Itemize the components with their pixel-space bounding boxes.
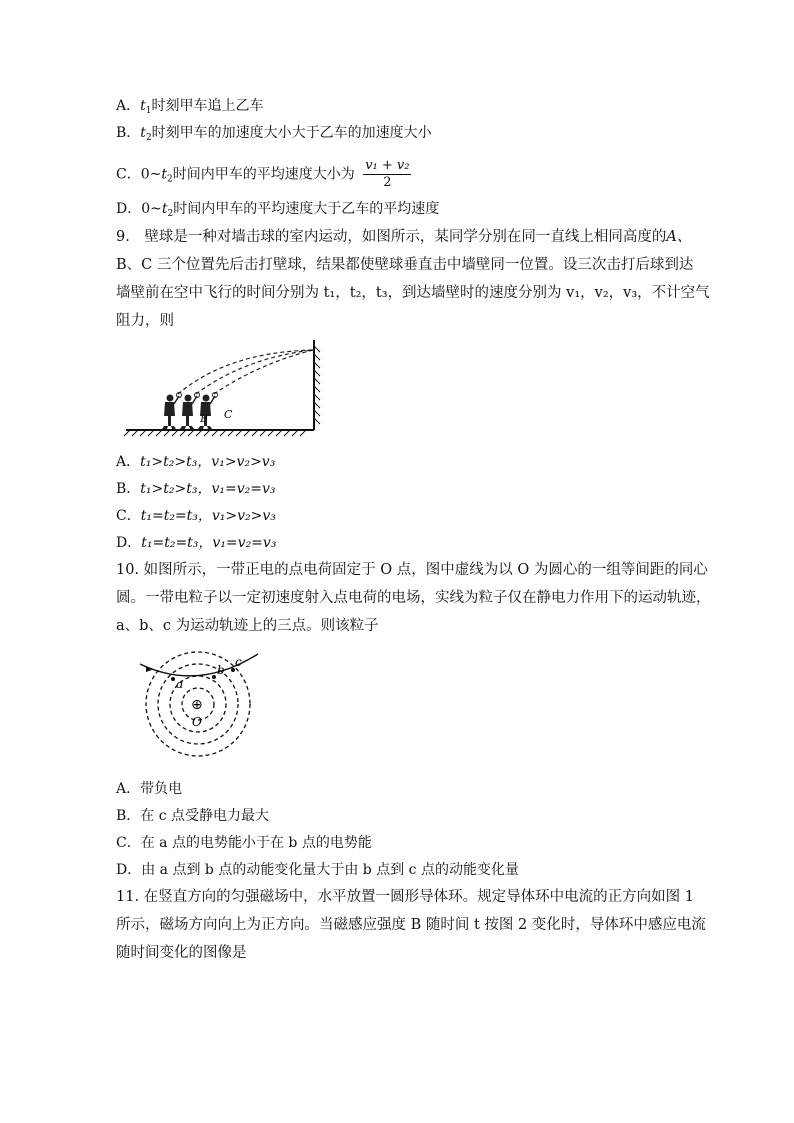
q11-stem-line3: 随时间变化的图像是 [116, 945, 247, 961]
positive-charge-icon: ⊕ [191, 697, 203, 713]
q10-stem-line2: 圆。一带电粒子以一定初速度射入点电荷的电场，实线为粒子仅在静电力作用下的运动轨迹， [116, 590, 711, 606]
squash-figure [118, 336, 328, 440]
label-a: a [176, 677, 184, 691]
trajectory-a [178, 350, 313, 394]
label-a: A [174, 412, 182, 425]
q9-option-d: D．t₁=t₂=t₃，v₁=v₂=v₃ [116, 535, 277, 551]
q8-option-c: C．$0\sim t_2$时间内甲车的平均速度大小为 $\frac{\text{v₁ + v₂}}{2}$ [116, 158, 410, 190]
q9-option-a: A．t₁>t₂>t₃，v₁>v₂>v₃ [116, 454, 276, 470]
concentric-circles-figure [126, 646, 266, 772]
fraction-v1-plus-v2-over-2: $\frac{\text{v₁ + v₂}}{2}$ [365, 158, 410, 190]
trajectory-c [214, 350, 313, 394]
label-o: O [192, 715, 202, 729]
q8-option-a: A．$t_1$时刻甲车追上乙车 [116, 98, 264, 116]
q9-option-c: C．t₁=t₂=t₃，v₁>v₂>v₃ [116, 508, 276, 524]
q11-stem-line2: 所示，磁场方向向上为正方向。当磁感应强度 B 随时间 t 按图 2 变化时，导体环中感应电流 [116, 917, 706, 933]
label-c: c [235, 655, 242, 669]
q10-stem-line3: a、b、c 为运动轨迹上的三点。则该粒子 [116, 618, 379, 634]
point-a [171, 677, 175, 681]
q9-stem-line1: 9. 壁球是一种对墙击球的室内运动，如图所示，某同学分别在同一直线上相同高度的A、 [116, 229, 692, 245]
q9-option-b: B．t₁>t₂>t₃，v₁=v₂=v₃ [116, 481, 276, 497]
q9-stem-line3: 墙壁前在空中飞行的时间分别为 t₁，t₂，t₃，到达墙壁时的速度分别为 v₁，v₂，v₃，不计空气 [116, 285, 710, 301]
q10-option-d: D．由 a 点到 b 点的动能变化量大于由 b 点到 c 点的动能变化量 [116, 862, 519, 878]
q10-stem-line1: 10. 如图所示，一带正电的点电荷固定于 O 点，图中虚线为以 O 为圆心的一组等间距的同心 [116, 562, 708, 578]
label-b: b [217, 663, 225, 677]
q10-option-a: A．带负电 [116, 781, 183, 797]
q10-option-c: C．在 a 点的电势能小于在 b 点的电势能 [116, 835, 372, 851]
q8-option-d: D．$0\sim t_2$时间内甲车的平均速度大于乙车的平均速度 [116, 201, 440, 219]
q8-option-b: B．$t_2$时刻甲车的加速度大小大于乙车的加速度大小 [116, 125, 432, 143]
q9-stem-line4: 阻力，则 [116, 313, 174, 329]
q9-stem-line2: B、C 三个位置先后击打壁球，结果都使壁球垂直击中墙壁同一位置。设三次击打后球到达 [116, 257, 694, 273]
label-c: C [224, 408, 233, 421]
label-b: B [200, 412, 209, 425]
trajectories [178, 350, 313, 394]
player-b [180, 393, 200, 430]
q10-option-b: B．在 c 点受静电力最大 [116, 808, 270, 824]
q11-stem-line1: 11. 在竖直方向的匀强磁场中，水平放置一圆形导体环。规定导体环中电流的正方向如图 1 [116, 889, 694, 905]
point-b [212, 675, 216, 679]
